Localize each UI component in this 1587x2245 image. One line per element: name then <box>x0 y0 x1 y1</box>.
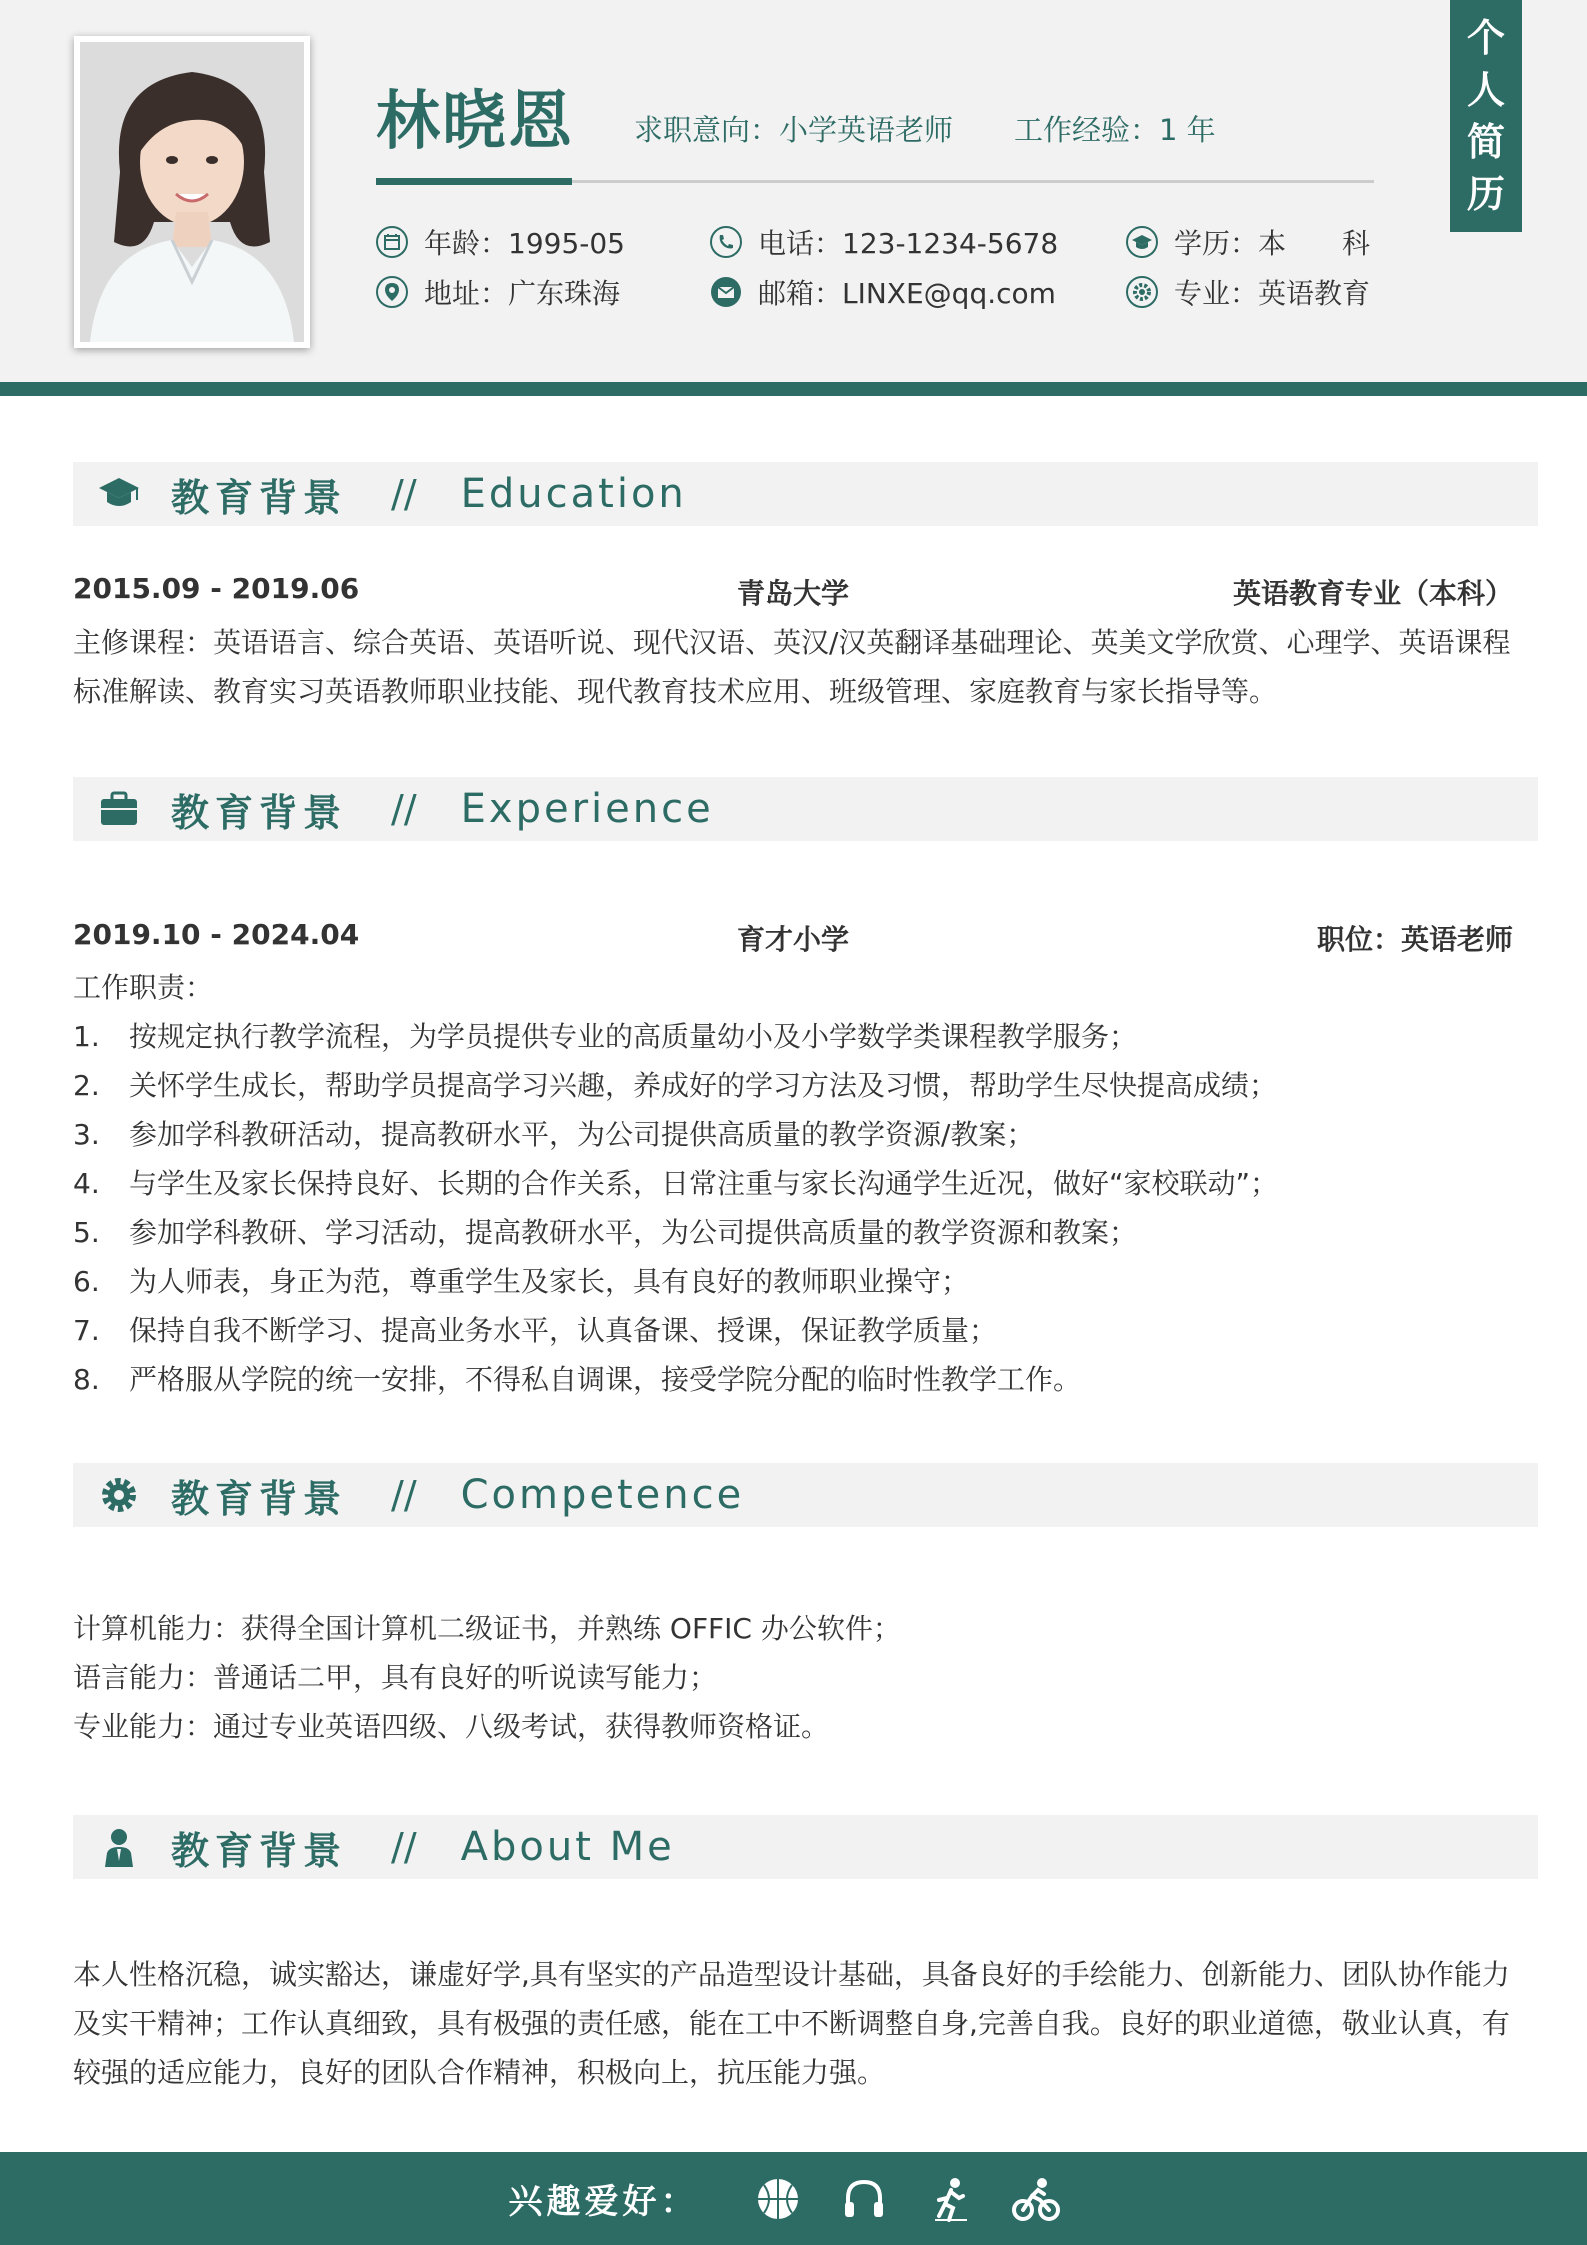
list-item <box>73 1306 1518 1355</box>
degree-text: 学历：本 科 <box>1174 227 1371 260</box>
list-text: 关怀学生成长，帮助学员提高学习兴趣，养成好的学习方法及习惯，帮助学生尽快提高成绩； <box>129 1069 1278 1102</box>
list-number: 6. <box>73 1265 100 1298</box>
graduation-cap-icon <box>1126 226 1158 258</box>
list-text: 参加学科教研、学习活动，提高教研水平，为公司提供高质量的教学资源和教案； <box>129 1216 1138 1249</box>
section-english-title: About Me <box>460 1824 675 1870</box>
section-separator: // <box>391 1473 417 1517</box>
section-separator: // <box>391 472 417 516</box>
info-address <box>376 272 620 312</box>
list-text: 参加学科教研活动，提高教研水平，为公司提供高质量的教学资源/教案； <box>129 1118 1035 1151</box>
list-number: 7. <box>73 1314 100 1347</box>
hobbies-title: 兴趣爱好： <box>508 2182 699 2222</box>
briefcase-icon <box>97 787 141 831</box>
experience-company: 育才小学 <box>736 923 849 956</box>
list-item <box>73 1355 1518 1404</box>
gear-icon <box>97 1473 141 1517</box>
education-school: 青岛大学 <box>736 577 849 610</box>
graduation-cap-icon <box>97 472 141 516</box>
avatar <box>80 42 304 342</box>
header-divider <box>0 382 1587 396</box>
section-title: 教育背景 <box>171 790 348 835</box>
section-english-title: Experience <box>460 786 714 832</box>
section-separator: // <box>391 1825 417 1869</box>
section-separator: // <box>391 787 417 831</box>
profile-photo <box>74 36 310 348</box>
list-text: 为人师表，身正为范，尊重学生及家长，具有良好的教师职业操守； <box>129 1265 970 1298</box>
competence-list <box>73 1604 1518 1751</box>
experience-row <box>73 918 1513 958</box>
section-title: 教育背景 <box>171 1828 348 1873</box>
basketball-icon <box>753 2174 803 2224</box>
education-courses: 主修课程：英语语言、综合英语、英语听说、现代汉语、英汉/汉英翻译基础理论、英美文学欣赏、心理学、英语课程标准解读、教育实习英语教师职业技能、现代教育技术应用、班级管理、家庭教育与家长指导等。 <box>73 626 1511 708</box>
competence-item: 专业能力：通过专业英语四级、八级考试，获得教师资格证。 <box>73 1710 830 1743</box>
about-me-text: 本人性格沉稳，诚实豁达，谦虚好学,具有坚实的产品造型设计基础，具备良好的手绘能力、创新能力、团队协作能力及实干精神；工作认真细致，具有极强的责任感，能在工中不断调整自身,完善自我。良好的职业道德，敬业认真，有较强的适应能力，良好的团队合作精神，积极向上，抗压能力强。 <box>73 1958 1510 2089</box>
person-icon <box>97 1825 141 1869</box>
competence-item: 语言能力：普通话二甲，具有良好的听说读写能力； <box>73 1661 718 1694</box>
list-number: 1. <box>73 1020 100 1053</box>
list-item <box>73 1159 1518 1208</box>
candidate-name: 林晓恩 <box>376 85 574 159</box>
education-major: 英语教育专业（本科） <box>1232 577 1513 610</box>
list-text: 与学生及家长保持良好、长期的合作关系，日常注重与家长沟通学生近况，做好“家校联动”； <box>129 1167 1279 1200</box>
list-number: 2. <box>73 1069 100 1102</box>
experience-period: 2019.10 - 2024.04 <box>73 918 360 951</box>
list-item <box>73 1061 1518 1110</box>
section-education-header <box>73 462 1538 526</box>
duties-list <box>73 1012 1518 1404</box>
gear-icon <box>1126 276 1158 308</box>
list-text: 按规定执行教学流程，为学员提供专业的高质量幼小及小学数学类课程教学服务； <box>129 1020 1138 1053</box>
address-text: 地址：广东珠海 <box>424 277 621 310</box>
hobbies-footer <box>0 2152 1587 2245</box>
education-period: 2015.09 - 2019.06 <box>73 572 360 605</box>
info-phone <box>710 222 1058 262</box>
duties-label: 工作职责： <box>73 971 214 1004</box>
badge-char: 个 <box>1466 16 1505 60</box>
cycling-icon <box>1011 2174 1061 2224</box>
resume-badge <box>1450 0 1522 232</box>
mail-icon <box>710 276 742 308</box>
email-text: 邮箱：LINXE@qq.com <box>758 277 1056 310</box>
section-english-title: Competence <box>460 1472 745 1518</box>
list-text: 保持自我不断学习、提高业务水平，认真备课、授课，保证教学质量； <box>129 1314 998 1347</box>
badge-char: 历 <box>1466 172 1505 216</box>
list-item <box>73 1012 1518 1061</box>
phone-text: 电话：123-1234-5678 <box>758 227 1059 260</box>
info-degree <box>1126 222 1370 262</box>
calendar-icon <box>376 226 408 258</box>
list-item <box>73 1208 1518 1257</box>
list-number: 4. <box>73 1167 100 1200</box>
section-competence-header <box>73 1463 1538 1527</box>
name-underline-accent <box>376 178 572 185</box>
major-text: 专业：英语教育 <box>1174 277 1371 310</box>
info-major <box>1126 272 1370 312</box>
list-number: 8. <box>73 1363 100 1396</box>
section-experience-header <box>73 777 1538 841</box>
badge-char: 人 <box>1466 68 1505 112</box>
list-item <box>73 1110 1518 1159</box>
location-icon <box>376 276 408 308</box>
work-experience-years: 工作经验：1 年 <box>1014 113 1216 147</box>
competence-item: 计算机能力：获得全国计算机二级证书，并熟练 OFFIC 办公软件； <box>73 1612 901 1645</box>
list-text: 严格服从学院的统一安排，不得私自调课，接受学院分配的临时性教学工作。 <box>129 1363 1082 1396</box>
list-number: 3. <box>73 1118 100 1151</box>
age-text: 年龄：1995-05 <box>424 227 625 260</box>
section-english-title: Education <box>460 471 687 517</box>
phone-icon <box>710 226 742 258</box>
section-title: 教育背景 <box>171 475 348 520</box>
badge-char: 简 <box>1466 120 1505 164</box>
section-title: 教育背景 <box>171 1476 348 1521</box>
info-email <box>710 272 1056 312</box>
experience-position: 职位：英语老师 <box>1316 923 1513 956</box>
info-age <box>376 222 625 262</box>
portrait-illustration <box>80 42 304 342</box>
job-intent: 求职意向：小学英语老师 <box>634 113 954 147</box>
list-item <box>73 1257 1518 1306</box>
headphones-icon <box>839 2174 889 2224</box>
list-number: 5. <box>73 1216 100 1249</box>
running-icon <box>925 2174 975 2224</box>
education-row <box>73 572 1513 612</box>
section-about-header <box>73 1815 1538 1879</box>
